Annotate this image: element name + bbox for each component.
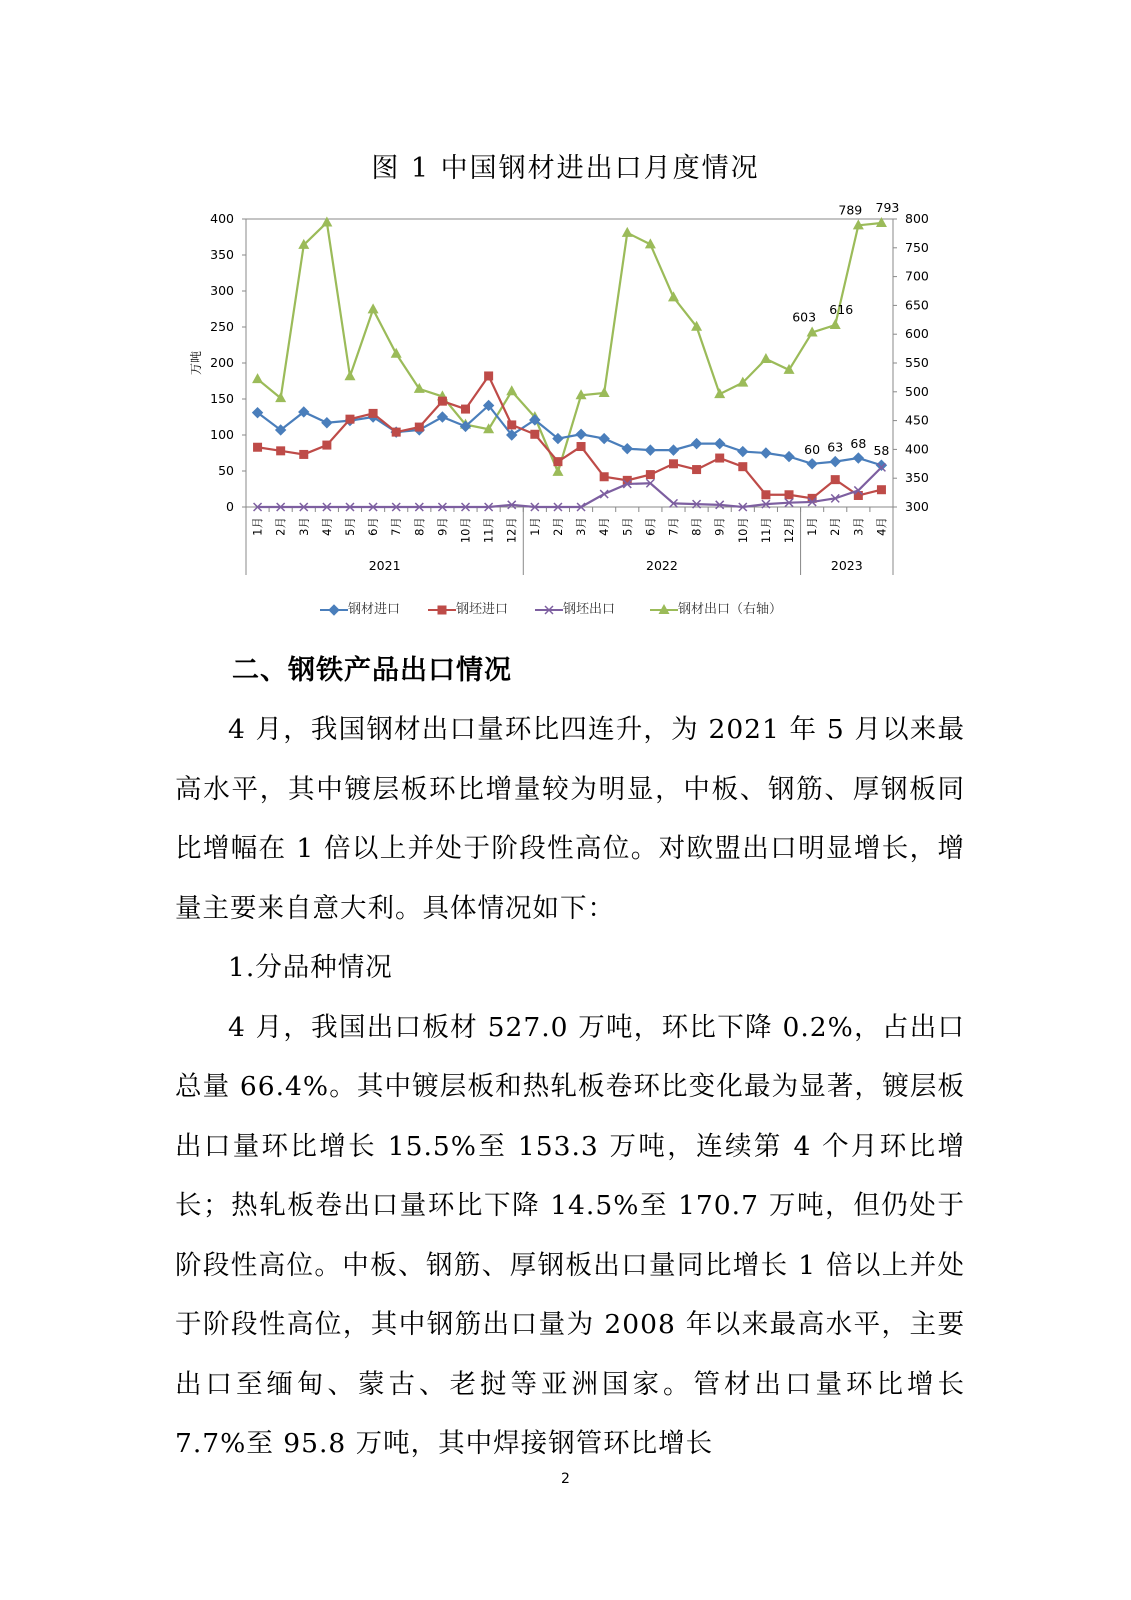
right-tick-label: 350 [905, 470, 929, 486]
square-marker [438, 605, 447, 614]
triangle-marker [668, 291, 679, 301]
x-category-label: 9月 [435, 517, 450, 536]
x-marker [600, 490, 608, 498]
x-category-label: 11月 [758, 517, 773, 544]
right-tick-label: 400 [905, 441, 929, 457]
square-marker [530, 430, 539, 439]
triangle-marker [252, 373, 263, 383]
legend-label: 钢坯出口 [563, 602, 616, 617]
right-tick-label: 600 [905, 326, 929, 342]
x-category-label: 2月 [273, 517, 288, 536]
data-label: 603 [792, 309, 817, 325]
x-category-label: 10月 [458, 517, 473, 544]
square-marker [785, 490, 794, 499]
diamond-marker [622, 444, 632, 454]
legend-item [535, 598, 615, 617]
x-category-label: 1月 [805, 517, 820, 536]
right-tick-label: 800 [905, 211, 929, 226]
left-tick-label: 250 [210, 319, 234, 334]
diamond-marker [437, 412, 447, 422]
series-2 [254, 463, 886, 511]
x-category-label: 3月 [851, 517, 866, 536]
left-tick-label: 100 [210, 427, 234, 442]
diamond-marker [853, 453, 863, 463]
triangle-marker [599, 387, 610, 397]
x-category-label: 8月 [689, 517, 704, 536]
square-marker [253, 443, 262, 452]
legend-swatch [428, 604, 456, 616]
year-label: 2023 [830, 558, 863, 573]
square-marker [715, 454, 724, 463]
legend-swatch [320, 604, 348, 616]
diamond-marker [807, 459, 817, 469]
diamond-marker [668, 445, 678, 455]
right-tick-label: 450 [905, 412, 929, 428]
legend-label: 钢坯进口 [456, 602, 509, 617]
x-category-label: 2月 [550, 517, 565, 536]
diamond-marker [645, 445, 655, 455]
year-label: 2021 [368, 558, 401, 573]
triangle-marker [830, 319, 841, 329]
left-tick-label: 150 [210, 391, 234, 406]
square-marker [877, 485, 886, 494]
diamond-marker [322, 418, 332, 428]
right-tick-label: 550 [905, 355, 929, 370]
square-marker [692, 465, 701, 474]
triangle-marker [552, 466, 563, 476]
square-marker [415, 423, 424, 432]
diamond-marker [738, 447, 748, 457]
series-line [258, 222, 882, 471]
steel-trade-chart [0, 0, 1131, 620]
series-layer [252, 216, 890, 511]
x-category-label: 11月 [481, 517, 496, 544]
square-marker [553, 457, 562, 466]
square-marker [276, 446, 285, 455]
section-heading: 二、钢铁产品出口情况 [232, 655, 512, 686]
square-marker [600, 472, 609, 481]
figure-title: 图 1 中国钢材进出口月度情况 [371, 153, 760, 184]
square-marker [831, 475, 840, 484]
right-tick-label: 750 [905, 239, 929, 255]
diamond-marker [576, 429, 586, 439]
data-label: 793 [875, 200, 900, 216]
square-marker [669, 459, 678, 468]
axes [188, 211, 929, 575]
left-tick-label: 200 [210, 355, 234, 370]
data-label: 789 [838, 202, 863, 218]
y-axis-label: 万吨 [189, 350, 203, 376]
triangle-marker [622, 227, 633, 237]
x-category-label: 7月 [389, 517, 404, 536]
square-marker [761, 490, 770, 499]
x-category-label: 5月 [342, 517, 357, 536]
right-tick-label: 500 [905, 383, 929, 399]
data-label: 68 [850, 436, 867, 452]
right-tick-label: 300 [905, 499, 929, 514]
legend-label: 钢材进口 [348, 602, 401, 617]
x-category-label: 7月 [666, 517, 681, 536]
diamond-marker [784, 452, 794, 462]
series-0 [253, 400, 890, 470]
x-category-label: 6月 [643, 517, 658, 536]
paragraph-2: 4 月，我国出口板材 527.0 万吨，环比下降 0.2%，占出口总量 66.4%。其中镀层板和热轧板卷环比变化最为显著，镀层板出口量环比增长 15.5%至 153.3 万吨，连续第 4 个月环比增长；热轧板卷出口量环比下降 14.5%至 170.7 万吨，但仍处于阶段性高位。中板、钢筋、厚钢板出口量同比增长 1 倍以上并处于阶段性高位，其中钢筋出口量为 2008 年以来最高水平，主要出口至缅甸、蒙古、老挝等亚洲国家。管材出口量环比增长 7.7%至 95.8 万吨，其中焊接钢管环比增长 [175, 1011, 965, 1459]
diamond-marker [692, 439, 702, 449]
x-category-label: 10月 [735, 517, 750, 544]
square-marker [322, 441, 331, 450]
x-category-label: 4月 [597, 517, 612, 536]
data-label: 63 [827, 439, 844, 455]
triangle-marker [321, 216, 332, 226]
x-category-label: 12月 [782, 517, 797, 544]
square-marker [392, 428, 401, 437]
diamond-marker [761, 448, 771, 458]
left-tick-label: 300 [210, 283, 234, 298]
square-marker [507, 420, 516, 429]
legend-swatch [535, 604, 563, 616]
x-category-label: 9月 [712, 517, 727, 536]
triangle-marker [760, 353, 771, 363]
x-category-label: 12月 [504, 517, 519, 544]
data-labels [792, 200, 899, 458]
triangle-marker [344, 370, 355, 380]
page-number: 2 [561, 1471, 570, 1487]
square-marker [345, 415, 354, 424]
legend-label: 钢材出口（右轴） [678, 602, 783, 617]
left-tick-label: 400 [210, 211, 234, 226]
x-category-label: 3月 [574, 517, 589, 536]
square-marker [646, 470, 655, 479]
x-category-label: 4月 [319, 517, 334, 536]
x-category-label: 3月 [296, 517, 311, 536]
square-marker [461, 405, 470, 414]
legend-item [320, 598, 400, 617]
square-marker [438, 397, 447, 406]
triangle-marker [368, 303, 379, 313]
paragraph-1: 4 月，我国钢材出口量环比四连升，为 2021 年 5 月以来最高水平，其中镀层板环比增量较为明显，中板、钢筋、厚钢板同比增幅在 1 倍以上并处于阶段性高位。对欧盟出口明显增长，增量主要来自意大利。具体情况如下： [175, 714, 965, 924]
square-marker [484, 371, 493, 380]
diamond-marker [329, 605, 339, 615]
data-label: 616 [829, 301, 854, 317]
data-label: 58 [873, 443, 890, 459]
diamond-marker [715, 439, 725, 449]
x-category-label: 1月 [250, 517, 265, 536]
square-marker [299, 450, 308, 459]
left-tick-label: 350 [210, 247, 234, 262]
plot-frame [246, 219, 893, 507]
x-category-label: 8月 [412, 517, 427, 536]
square-marker [577, 442, 586, 451]
triangle-marker [391, 348, 402, 358]
x-category-label: 6月 [366, 517, 381, 536]
square-marker [369, 409, 378, 418]
right-tick-label: 650 [905, 297, 929, 313]
body-text [175, 700, 965, 1474]
diamond-marker [830, 457, 840, 467]
x-category-label: 4月 [874, 517, 889, 536]
left-tick-label: 50 [218, 463, 234, 478]
right-tick-label: 700 [905, 268, 929, 284]
triangle-marker [506, 385, 517, 395]
legend-item [650, 598, 782, 617]
year-label: 2022 [646, 558, 678, 573]
x-category-label: 1月 [527, 517, 542, 536]
left-tick-label: 0 [226, 499, 234, 514]
square-marker [738, 462, 747, 471]
subheading: 1.分品种情况 [228, 952, 393, 983]
diamond-marker [599, 434, 609, 444]
legend-swatch [650, 604, 678, 616]
x-category-label: 2月 [828, 517, 843, 536]
plot-border [246, 219, 893, 507]
legend-item [428, 598, 508, 617]
data-label: 60 [804, 441, 821, 457]
x-category-label: 5月 [620, 517, 635, 536]
